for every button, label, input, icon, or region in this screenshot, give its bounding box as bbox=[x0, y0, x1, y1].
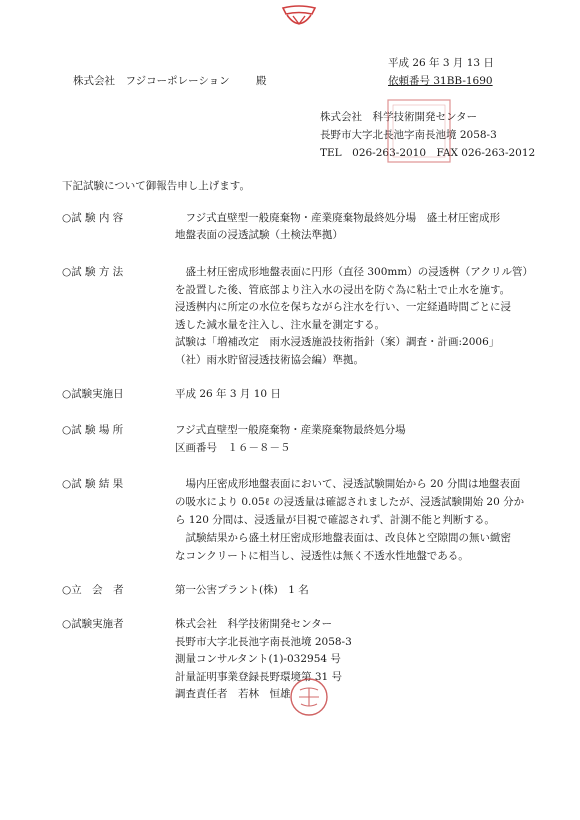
section-line: フジ式直壁型一般廃棄物・産業廃棄物最終処分場 盛土材圧密成形 bbox=[175, 212, 501, 224]
section-line: 平成 26 年 3 月 10 日 bbox=[175, 388, 281, 400]
section-body-witness bbox=[175, 583, 515, 597]
section-body-location bbox=[175, 423, 515, 459]
section-label-tester: ○試験実施者 bbox=[62, 618, 124, 630]
section-line: 長野市大字北長池字南長池境 2058-3 bbox=[175, 635, 352, 648]
section-line: 場内圧密成形地盤表面において、浸透試験開始から 20 分間は地盤表面 bbox=[175, 478, 521, 490]
section-line: 株式会社 科学技術開発センター bbox=[175, 618, 333, 630]
section-label-method: ○試 験 方 法 bbox=[62, 266, 124, 278]
section-line: 試験は「増補改定 雨水浸透施設技術指針（案）調査・計画:2006」 bbox=[175, 336, 500, 348]
personal-seal-icon bbox=[288, 676, 330, 718]
section-line: なコンクリートに相当し、浸透性は無く不透水性地盤である。 bbox=[175, 550, 469, 562]
section-line: を設置した後、管底部より注入水の浸出を防ぐ為に粘土で止水を施す。 bbox=[175, 283, 511, 296]
section-line: 測量コンサルタント(1)-032954 号 bbox=[175, 653, 341, 665]
section-line: 計量証明事業登録長野環境第 31 号 bbox=[175, 670, 343, 683]
request-number: 依頼番号 31BB-1690 bbox=[388, 75, 493, 87]
section-body-results bbox=[175, 477, 525, 567]
recipient-company: 株式会社 フジコーポレーション bbox=[73, 75, 230, 87]
issuer-name: 株式会社 科学技術開発センター bbox=[320, 111, 478, 123]
section-label-witness: ○立 会 者 bbox=[62, 584, 124, 596]
section-line: 浸透桝内に所定の水位を保ちながら注水を行い、一定経過時間ごとに浸 bbox=[175, 301, 511, 313]
recipient-suffix: 殿 bbox=[256, 75, 267, 87]
section-line: 試験結果から盛土材圧密成形地盤表面は、改良体と空隙間の無い緻密 bbox=[175, 532, 511, 544]
company-logo-icon bbox=[279, 2, 319, 32]
section-line: 透した減水量を注入し、注水量を測定する。 bbox=[175, 318, 385, 331]
company-seal-icon bbox=[384, 96, 454, 166]
section-line: （社）雨水貯留浸透技術協会編）準拠。 bbox=[175, 353, 364, 366]
section-body-tester bbox=[175, 617, 515, 705]
section-label-location: ○試 験 場 所 bbox=[62, 424, 124, 436]
section-line: 調査責任者 若林 恒雄 bbox=[175, 688, 291, 700]
issuer-address: 長野市大字北長池字南長池境 2058-3 bbox=[320, 129, 497, 141]
section-line: 盛土材圧密成形地盤表面に円形（直径 300mm）の浸透桝（アクリル管） bbox=[175, 266, 533, 278]
section-body-date bbox=[175, 387, 515, 401]
section-body-method bbox=[175, 265, 533, 370]
section-label-date: ○試験実施日 bbox=[62, 388, 124, 400]
section-body-content bbox=[175, 211, 515, 245]
section-line: の吸水により 0.05ℓ の浸透量は確認されましたが、浸透試験開始 20 分か bbox=[175, 496, 525, 508]
section-line: フジ式直壁型一般廃棄物・産業廃棄物最終処分場 bbox=[175, 424, 406, 436]
section-label-results: ○試 験 結 果 bbox=[62, 478, 124, 490]
issuer-tel-fax: TEL 026-263-2010 FAX 026-263-2012 bbox=[320, 147, 536, 159]
section-label-content: ○試 験 内 容 bbox=[62, 212, 124, 224]
section-line: 区画番号 １６－８－５ bbox=[175, 442, 291, 454]
section-line: 地盤表面の浸透試験（土検法準拠） bbox=[175, 229, 343, 241]
document-date: 平成 26 年 3 月 13 日 bbox=[388, 57, 494, 69]
section-line: ら 120 分間は、浸透量が目視で確認されず、計測不能と判断する。 bbox=[175, 514, 495, 526]
section-line: 第一公害プラント(株) 1 名 bbox=[175, 584, 309, 596]
intro-text: 下記試験について御報告申し上げます。 bbox=[62, 180, 250, 192]
